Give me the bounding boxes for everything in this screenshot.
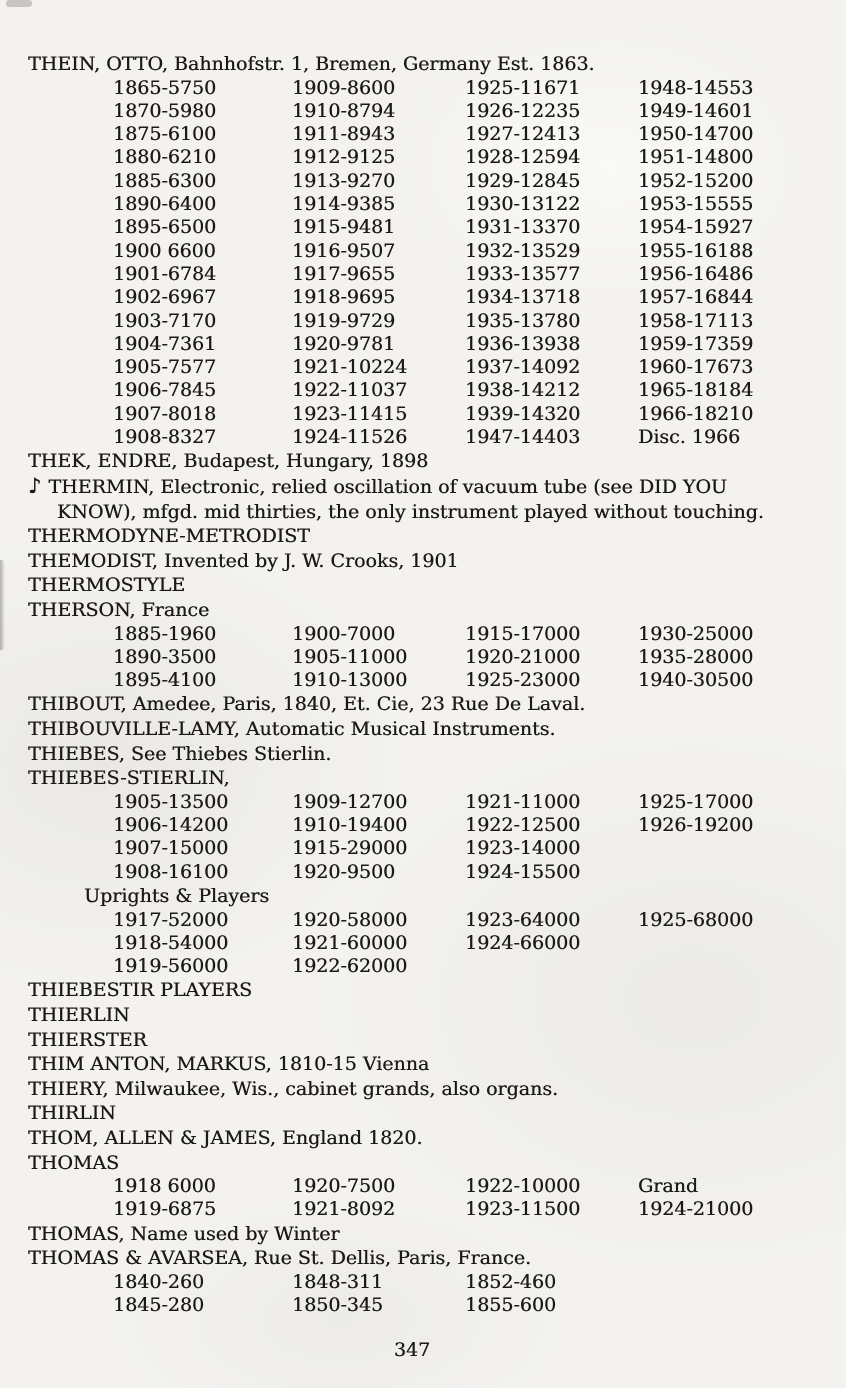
- serial-cell: 1922-10000: [465, 1175, 581, 1198]
- serial-cell: 1936-13938: [465, 332, 581, 355]
- entry-thiebes-stierlin-heading: THIEBES-STIERLIN,: [28, 767, 230, 790]
- serial-cell: 1908-8327: [113, 426, 217, 449]
- serial-cell: 1922-62000: [292, 955, 408, 978]
- serial-cell: 1934-13718: [465, 286, 581, 309]
- serial-cell: 1920-9781: [292, 332, 396, 355]
- serial-cell: 1959-17359: [638, 332, 754, 355]
- serial-cell: 1930-13122: [465, 193, 581, 216]
- serial-cell: 1918-54000: [113, 931, 229, 954]
- serial-cell: 1924-66000: [465, 931, 581, 954]
- serial-cell: 1907-8018: [113, 402, 217, 425]
- entry-thomas-heading: THOMAS: [28, 1151, 120, 1174]
- serial-cell: 1931-13370: [465, 216, 581, 239]
- scan-artifact-top: [6, 0, 32, 7]
- serial-cell: 1885-1960: [113, 622, 217, 645]
- serial-cell: [638, 837, 846, 860]
- serial-cell: 1937-14092: [465, 356, 581, 379]
- serial-cell: 1958-17113: [638, 309, 754, 332]
- serial-cell: 1924-21000: [638, 1198, 754, 1221]
- serial-cell: 1895-4100: [113, 669, 217, 692]
- serial-cell: 1966-18210: [638, 402, 754, 425]
- serial-cell: 1910-19400: [292, 814, 408, 837]
- serial-cell: 1901-6784: [113, 262, 217, 285]
- serial-cell: 1906-7845: [113, 379, 217, 402]
- serial-cell: 1903-7170: [113, 309, 217, 332]
- thein-serial-table: [0, 77, 846, 450]
- serial-cell: 1920-21000: [465, 645, 581, 668]
- entry-therson-heading: THERSON, France: [28, 598, 210, 621]
- entry-thermostyle: THERMOSTYLE: [28, 574, 186, 597]
- serial-cell: 1925-11671: [465, 76, 581, 99]
- serial-cell: 1926-12235: [465, 99, 581, 122]
- serial-cell: 1915-17000: [465, 622, 581, 645]
- entry-thim: THIM ANTON, MARKUS, 1810-15 Vienna: [28, 1053, 430, 1076]
- entry-thermin: [0, 474, 846, 500]
- serial-cell: 1924-11526: [292, 426, 408, 449]
- entry-thek: THEK, ENDRE, Budapest, Hungary, 1898: [28, 450, 429, 473]
- serial-cell: 1952-15200: [638, 169, 754, 192]
- serial-cell: 1923-64000: [465, 908, 581, 931]
- serial-cell: 1852-460: [465, 1270, 557, 1293]
- entry-thiebestir: THIEBESTIR PLAYERS: [28, 979, 253, 1002]
- serial-cell: 1925-23000: [465, 669, 581, 692]
- serial-cell: 1935-13780: [465, 309, 581, 332]
- serial-cell: [638, 1294, 846, 1317]
- serial-cell: 1920-58000: [292, 908, 408, 931]
- serial-cell: [638, 932, 846, 955]
- serial-cell: 1913-9270: [292, 169, 396, 192]
- serial-cell: 1900-7000: [292, 622, 396, 645]
- serial-cell: 1938-14212: [465, 379, 581, 402]
- eighth-note-icon: ♪: [28, 473, 42, 498]
- serial-cell: 1848-311: [292, 1270, 384, 1293]
- thiebes-stierlin-serial-table: [0, 791, 846, 884]
- serial-cell: 1965-18184: [638, 379, 754, 402]
- serial-cell: 1906-14200: [113, 814, 229, 837]
- serial-cell: 1919-9729: [292, 309, 396, 332]
- entry-thiebes: THIEBES, See Thiebes Stierlin.: [28, 742, 332, 765]
- serial-cell: 1951-14800: [638, 146, 754, 169]
- serial-cell: 1909-8600: [292, 76, 396, 99]
- serial-cell: 1948-14553: [638, 76, 754, 99]
- serial-cell: Disc. 1966: [638, 426, 741, 449]
- serial-cell: 1905-7577: [113, 356, 217, 379]
- serial-cell: 1920-9500: [292, 860, 396, 883]
- serial-cell: 1926-19200: [638, 814, 754, 837]
- page-number: 347: [393, 1339, 431, 1361]
- serial-cell: 1909-12700: [292, 790, 408, 813]
- serial-cell: 1904-7361: [113, 332, 217, 355]
- serial-cell: 1932-13529: [465, 239, 581, 262]
- serial-cell: 1912-9125: [292, 146, 396, 169]
- entry-thomas-avarsea-heading: THOMAS & AVARSEA, Rue St. Dellis, Paris, France.: [28, 1247, 532, 1270]
- serial-cell: 1921-60000: [292, 931, 408, 954]
- serial-cell: 1907-15000: [113, 837, 229, 860]
- entry-thermin-line1: THERMIN, Electronic, relied oscillation of vacuum tube (see DID YOU: [48, 475, 727, 498]
- serial-cell: 1870-5980: [113, 99, 217, 122]
- serial-cell: 1950-14700: [638, 123, 754, 146]
- serial-cell: 1922-11037: [292, 379, 408, 402]
- entry-thirlin: THIRLIN: [28, 1102, 116, 1125]
- serial-cell: 1910-8794: [292, 99, 396, 122]
- serial-cell: 1947-14403: [465, 426, 581, 449]
- serial-cell: 1917-52000: [113, 908, 229, 931]
- entry-thomas-winter: THOMAS, Name used by Winter: [28, 1222, 340, 1245]
- serial-cell: Grand: [638, 1175, 698, 1198]
- entry-thierlin: THIERLIN: [28, 1004, 130, 1027]
- serial-cell: 1929-12845: [465, 169, 581, 192]
- uprights-players-serial-table: [0, 909, 846, 979]
- serial-cell: 1918-9695: [292, 286, 396, 309]
- thomas-serial-table: [0, 1175, 846, 1222]
- serial-cell: 1885-6300: [113, 169, 217, 192]
- serial-cell: 1949-14601: [638, 99, 754, 122]
- serial-cell: 1956-16486: [638, 262, 754, 285]
- serial-cell: 1917-9655: [292, 262, 396, 285]
- entry-thermodyne: THERMODYNE-METRODIST: [28, 525, 310, 548]
- entry-thom: THOM, ALLEN & JAMES, England 1820.: [28, 1127, 423, 1149]
- serial-cell: 1850-345: [292, 1294, 384, 1317]
- serial-cell: 1916-9507: [292, 239, 396, 262]
- serial-cell: 1920-7500: [292, 1175, 396, 1198]
- serial-cell: 1855-600: [465, 1294, 557, 1317]
- serial-cell: 1925-17000: [638, 790, 754, 813]
- serial-cell: 1933-13577: [465, 262, 581, 285]
- serial-cell: 1928-12594: [465, 146, 581, 169]
- serial-cell: 1895-6500: [113, 216, 217, 239]
- entry-thein-heading: THEIN, OTTO, Bahnhofstr. 1, Bremen, Germany Est. 1863.: [28, 53, 595, 75]
- serial-cell: [638, 861, 846, 884]
- serial-cell: 1908-16100: [113, 860, 229, 883]
- serial-cell: 1925-68000: [638, 908, 754, 931]
- serial-cell: 1923-11415: [292, 402, 408, 425]
- serial-cell: 1960-17673: [638, 356, 754, 379]
- serial-cell: 1921-11000: [465, 790, 581, 813]
- serial-cell: 1865-5750: [113, 76, 217, 99]
- uprights-players-label: Uprights & Players: [84, 884, 270, 907]
- serial-cell: 1922-12500: [465, 814, 581, 837]
- serial-cell: 1900 6600: [113, 239, 216, 262]
- serial-cell: 1921-10224: [292, 356, 408, 379]
- serial-cell: 1939-14320: [465, 402, 581, 425]
- serial-cell: 1910-13000: [292, 669, 408, 692]
- serial-cell: 1890-3500: [113, 645, 217, 668]
- serial-cell: 1921-8092: [292, 1198, 396, 1221]
- serial-cell: 1880-6210: [113, 146, 217, 169]
- entry-themodist: THEMODIST, Invented by J. W. Crooks, 1901: [28, 549, 459, 572]
- serial-cell: 1915-29000: [292, 837, 408, 860]
- serial-cell: 1914-9385: [292, 193, 396, 216]
- serial-cell: 1919-6875: [113, 1198, 217, 1221]
- serial-cell: [638, 955, 846, 978]
- serial-cell: 1927-12413: [465, 123, 581, 146]
- serial-cell: 1840-260: [113, 1270, 205, 1293]
- serial-cell: 1902-6967: [113, 286, 217, 309]
- serial-cell: 1923-11500: [465, 1198, 581, 1221]
- serial-cell: 1845-280: [113, 1294, 205, 1317]
- entry-thermin-line2: KNOW), mfgd. mid thirties, the only instrument played without touching.: [57, 500, 764, 523]
- serial-cell: 1919-56000: [113, 955, 229, 978]
- serial-cell: 1911-8943: [292, 123, 396, 146]
- serial-cell: 1924-15500: [465, 860, 581, 883]
- serial-cell: 1918 6000: [113, 1175, 216, 1198]
- therson-serial-table: [0, 623, 846, 693]
- entry-thibouville: THIBOUVILLE-LAMY, Automatic Musical Instruments.: [28, 717, 556, 740]
- serial-cell: 1915-9481: [292, 216, 396, 239]
- entry-thierster: THIERSTER: [28, 1028, 147, 1051]
- serial-cell: 1890-6400: [113, 193, 217, 216]
- entry-thibout: THIBOUT, Amedee, Paris, 1840, Et. Cie, 23 Rue De Laval.: [28, 693, 586, 716]
- serial-cell: 1875-6100: [113, 123, 217, 146]
- serial-cell: [465, 955, 638, 978]
- serial-cell: 1957-16844: [638, 286, 754, 309]
- serial-cell: 1935-28000: [638, 645, 754, 668]
- serial-cell: [638, 1271, 846, 1294]
- serial-cell: 1930-25000: [638, 622, 754, 645]
- thomas-avarsea-serial-table: [0, 1271, 846, 1318]
- serial-cell: 1953-15555: [638, 193, 754, 216]
- page-content: [0, 52, 846, 1318]
- serial-cell: 1905-13500: [113, 790, 229, 813]
- serial-cell: 1905-11000: [292, 645, 408, 668]
- serial-cell: 1923-14000: [465, 837, 581, 860]
- serial-cell: 1940-30500: [638, 669, 754, 692]
- entry-thiery: THIERY, Milwaukee, Wis., cabinet grands, also organs.: [28, 1077, 559, 1100]
- serial-cell: 1954-15927: [638, 216, 754, 239]
- serial-cell: 1955-16188: [638, 239, 754, 262]
